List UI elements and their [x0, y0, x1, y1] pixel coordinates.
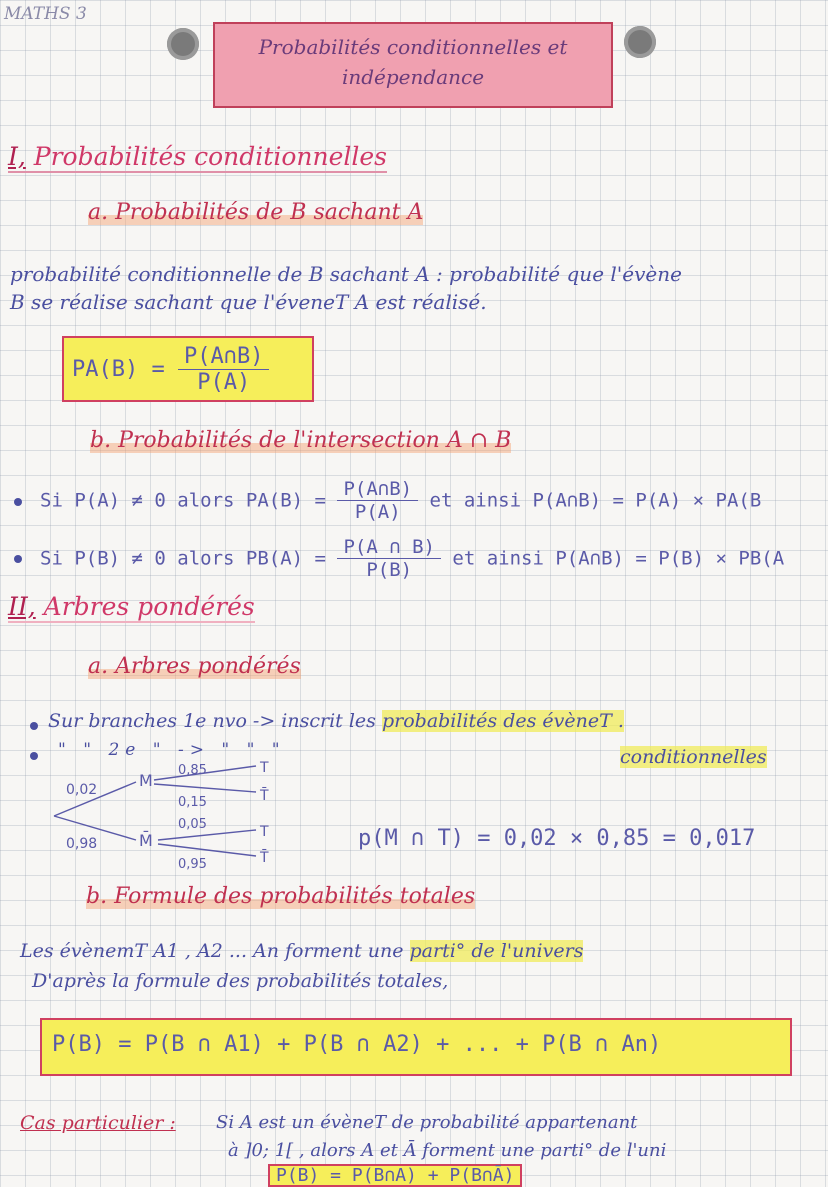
- binder-hole-left: [167, 28, 199, 60]
- intersection-bullet2: [40, 536, 784, 581]
- bullet-dot: [30, 752, 38, 760]
- tree-node-Mbar: M̄: [139, 831, 153, 850]
- conditional-fraction-den: P(A): [197, 370, 251, 395]
- definition-line1: probabilité conditionnelle de B sachant A : probabilité que l'évène: [10, 262, 682, 286]
- page-title-box: [213, 22, 613, 108]
- intersection-bullet1: [40, 478, 761, 523]
- definition-line2: B se réalise sachant que l'éveneT A est réalisé.: [10, 290, 487, 314]
- tree-prob-T-given-Mbar: 0,05: [178, 817, 207, 832]
- tree-leaf-T: T: [260, 824, 269, 840]
- page-title-line2: indépendance: [341, 65, 485, 89]
- conditional-formula-lhs: PA(B) =: [72, 357, 165, 382]
- tree-bullet1-text: Sur branches 1e nvo -> inscrit les: [48, 710, 376, 732]
- tree-result: p(M ∩ T) = 0,02 × 0,85 = 0,017: [358, 826, 756, 851]
- section1-sub-b: b. Probabilités de l'intersection A ∩ B: [90, 428, 512, 453]
- tree-leaf-Tbar: T̄: [260, 850, 269, 866]
- page-title-line1: Probabilités conditionnelles et: [258, 35, 568, 59]
- conditional-formula: [72, 344, 269, 395]
- tree-bullet2-ditto: " " 2e " -> " " ": [58, 740, 286, 760]
- bullet2-prefix: Si P(B) ≠ 0 alors PB(A) =: [40, 547, 326, 570]
- tree-prob-Tbar-given-M: 0,15: [178, 795, 207, 810]
- bullet2-num: P(A ∩ B): [337, 536, 441, 559]
- section2-title: Arbres pondérés: [43, 592, 255, 621]
- tree-prob-T-given-M: 0,85: [178, 763, 207, 778]
- bullet1-fraction: [337, 478, 418, 523]
- bullet-dot: [30, 722, 38, 730]
- tree-leaf-Tbar: T̄: [260, 788, 269, 804]
- section2-heading: [8, 592, 255, 623]
- total-prob-formula: P(B) = P(B ∩ A1) + P(B ∩ A2) + ... + P(B ∩ An): [52, 1032, 662, 1057]
- tree-prob-Mbar: 0,98: [66, 836, 98, 852]
- total-prob-line1-highlight: parti° de l'univers: [409, 940, 584, 962]
- tree-prob-Tbar-given-Mbar: 0,95: [178, 857, 207, 872]
- special-case-formula: P(B) = P(B∩A) + P(B∩Ā): [268, 1164, 522, 1187]
- conditional-fraction-num: P(A∩B): [178, 344, 269, 370]
- bullet2-suffix: et ainsi P(A∩B) = P(B) × PB(A: [452, 547, 785, 570]
- course-label: MATHS 3: [4, 4, 87, 24]
- section2-roman: II,: [8, 592, 36, 621]
- bullet2-den: P(B): [366, 559, 413, 581]
- section1-sub-a: a. Probabilités de B sachant A: [88, 200, 424, 225]
- special-case-label: Cas particulier :: [20, 1112, 176, 1134]
- total-prob-line1-text: Les évènemT A1 , A2 ... An forment une: [20, 940, 404, 962]
- section1-roman: I,: [8, 142, 26, 171]
- bullet1-suffix: et ainsi P(A∩B) = P(A) × PA(B: [429, 489, 762, 512]
- bullet-dot: [14, 498, 22, 506]
- tree-prob-M: 0,02: [66, 782, 98, 798]
- bullet1-num: P(A∩B): [337, 478, 418, 501]
- conditional-formula-box: [62, 336, 314, 402]
- tree-node-M: M: [139, 771, 153, 790]
- conditional-fraction: [178, 344, 269, 395]
- section1-title: Probabilités conditionnelles: [33, 142, 387, 171]
- section2-sub-a: a. Arbres pondérés: [88, 654, 301, 679]
- total-prob-line1: [20, 940, 583, 962]
- bullet1-prefix: Si P(A) ≠ 0 alors PA(B) =: [40, 489, 326, 512]
- tree-leaf-T: T: [260, 760, 269, 776]
- tree-bullet1-highlight: probabilités des évèneT .: [381, 710, 624, 732]
- total-prob-formula-box: [40, 1018, 792, 1076]
- tree-bullet1: [48, 710, 624, 732]
- special-case-line2: à ]0; 1[ , alors A et Ā forment une parti° de l'uni: [228, 1140, 667, 1161]
- bullet2-fraction: [337, 536, 441, 581]
- bullet1-den: P(A): [354, 501, 401, 523]
- probability-tree: [40, 760, 300, 900]
- special-case-line1: Si A est un évèneT de probabilité appartenant: [216, 1112, 638, 1133]
- tree-bullet2-end: [620, 746, 767, 768]
- total-prob-line2: D'après la formule des probabilités totales,: [32, 970, 449, 992]
- section1-heading: [8, 142, 387, 173]
- section2-sub-b: b. Formule des probabilités totales: [86, 884, 476, 909]
- binder-hole-right: [624, 26, 656, 58]
- tree-bullet2-highlight: conditionnelles: [620, 746, 767, 768]
- bullet-dot: [14, 555, 22, 563]
